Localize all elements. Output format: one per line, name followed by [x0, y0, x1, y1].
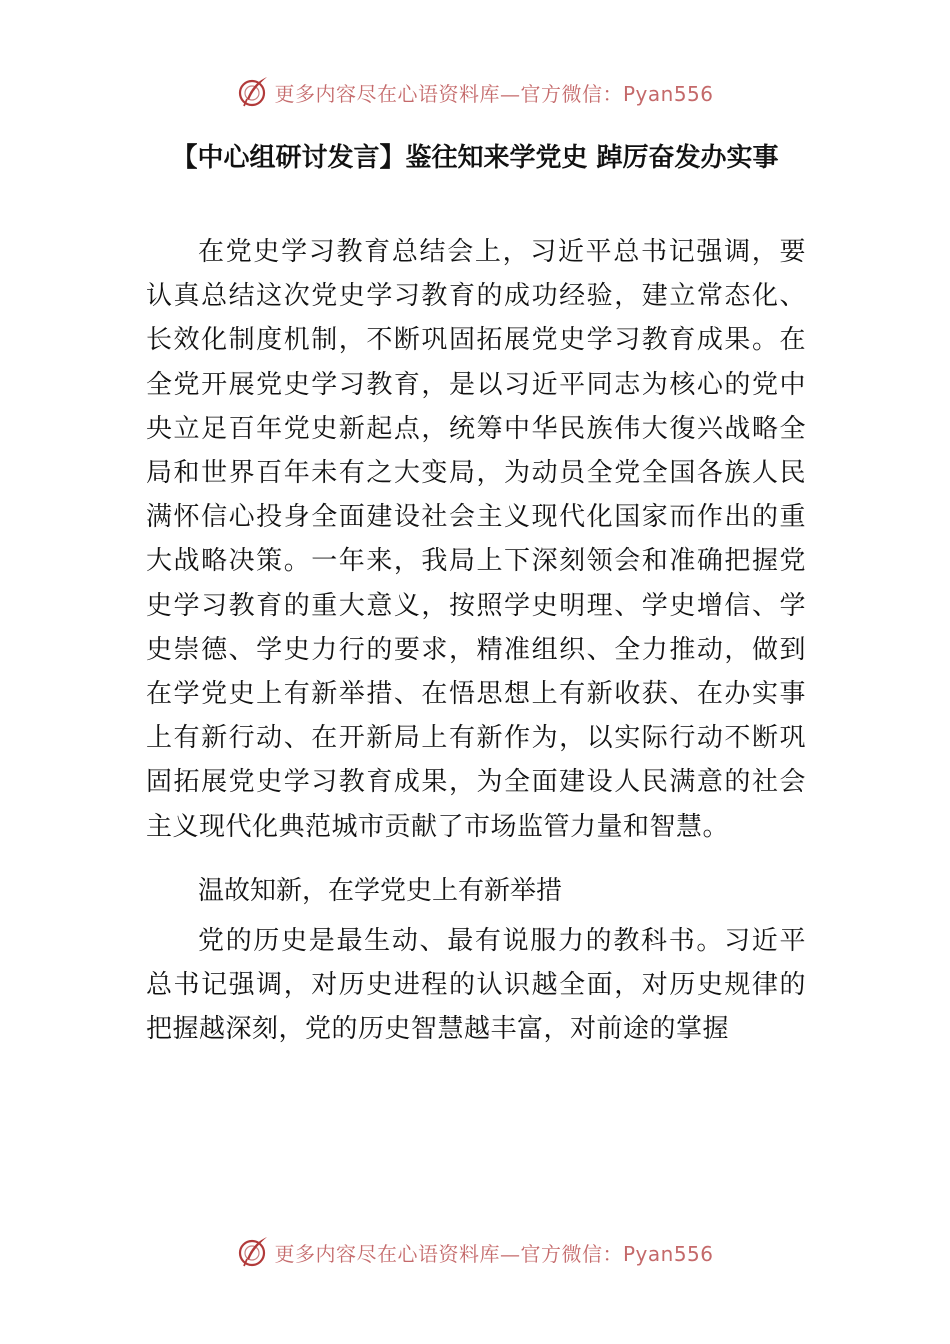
footer-banner [0, 1232, 950, 1272]
banner-text: 更多内容尽在心语资料库—官方微信：Pyan556 [274, 81, 714, 106]
header-banner [0, 72, 950, 112]
section-heading: 温故知新，在学党史上有新举措 [198, 875, 563, 906]
document-title: 【中心组研讨发言】鉴往知来学党史 踔厉奋发办实事 [171, 143, 779, 173]
wechat-id: Pyan556 [622, 81, 714, 106]
body-paragraph: 党的历史是最生动、最有说服力的教科书。习近平总书记强调，对历史进程的认识越全面，对历史规律的把握越深刻，党的历史智慧越丰富，对前途的掌握 [146, 925, 806, 1045]
wechat-id: Pyan556 [622, 1241, 714, 1266]
quill-pen-logo-icon [236, 1235, 270, 1269]
document-body [146, 230, 806, 1051]
quill-pen-logo-icon [236, 75, 270, 109]
banner-text: 更多内容尽在心语资料库—官方微信：Pyan556 [274, 1241, 714, 1266]
body-paragraph: 在党史学习教育总结会上，习近平总书记强调，要认真总结这次党史学习教育的成功经验，建立常态化、长效化制度机制，不断巩固拓展党史学习教育成果。在全党开展党史学习教育，是以习近平同志为核心的党中央立足百年党史新起点，统筹中华民族伟大復兴战略全局和世界百年未有之大变局，为动员全党全国各族人民满怀信心投身全面建设社会主义现代化国家而作出的重大战略决策。一年来，我局上下深刻领会和准确把握党史学习教育的重大意义，按照学史明理、学史增信、学史崇德、学史力行的要求，精准组织、全力推动，做到在学党史上有新举措、在悟思想上有新收获、在办实事上有新行动、在开新局上有新作为，以实际行动不断巩固拓展党史学习教育成果，为全面建设人民满意的社会主义现代化典范城市贡献了市场监管力量和智慧。 [146, 237, 806, 842]
